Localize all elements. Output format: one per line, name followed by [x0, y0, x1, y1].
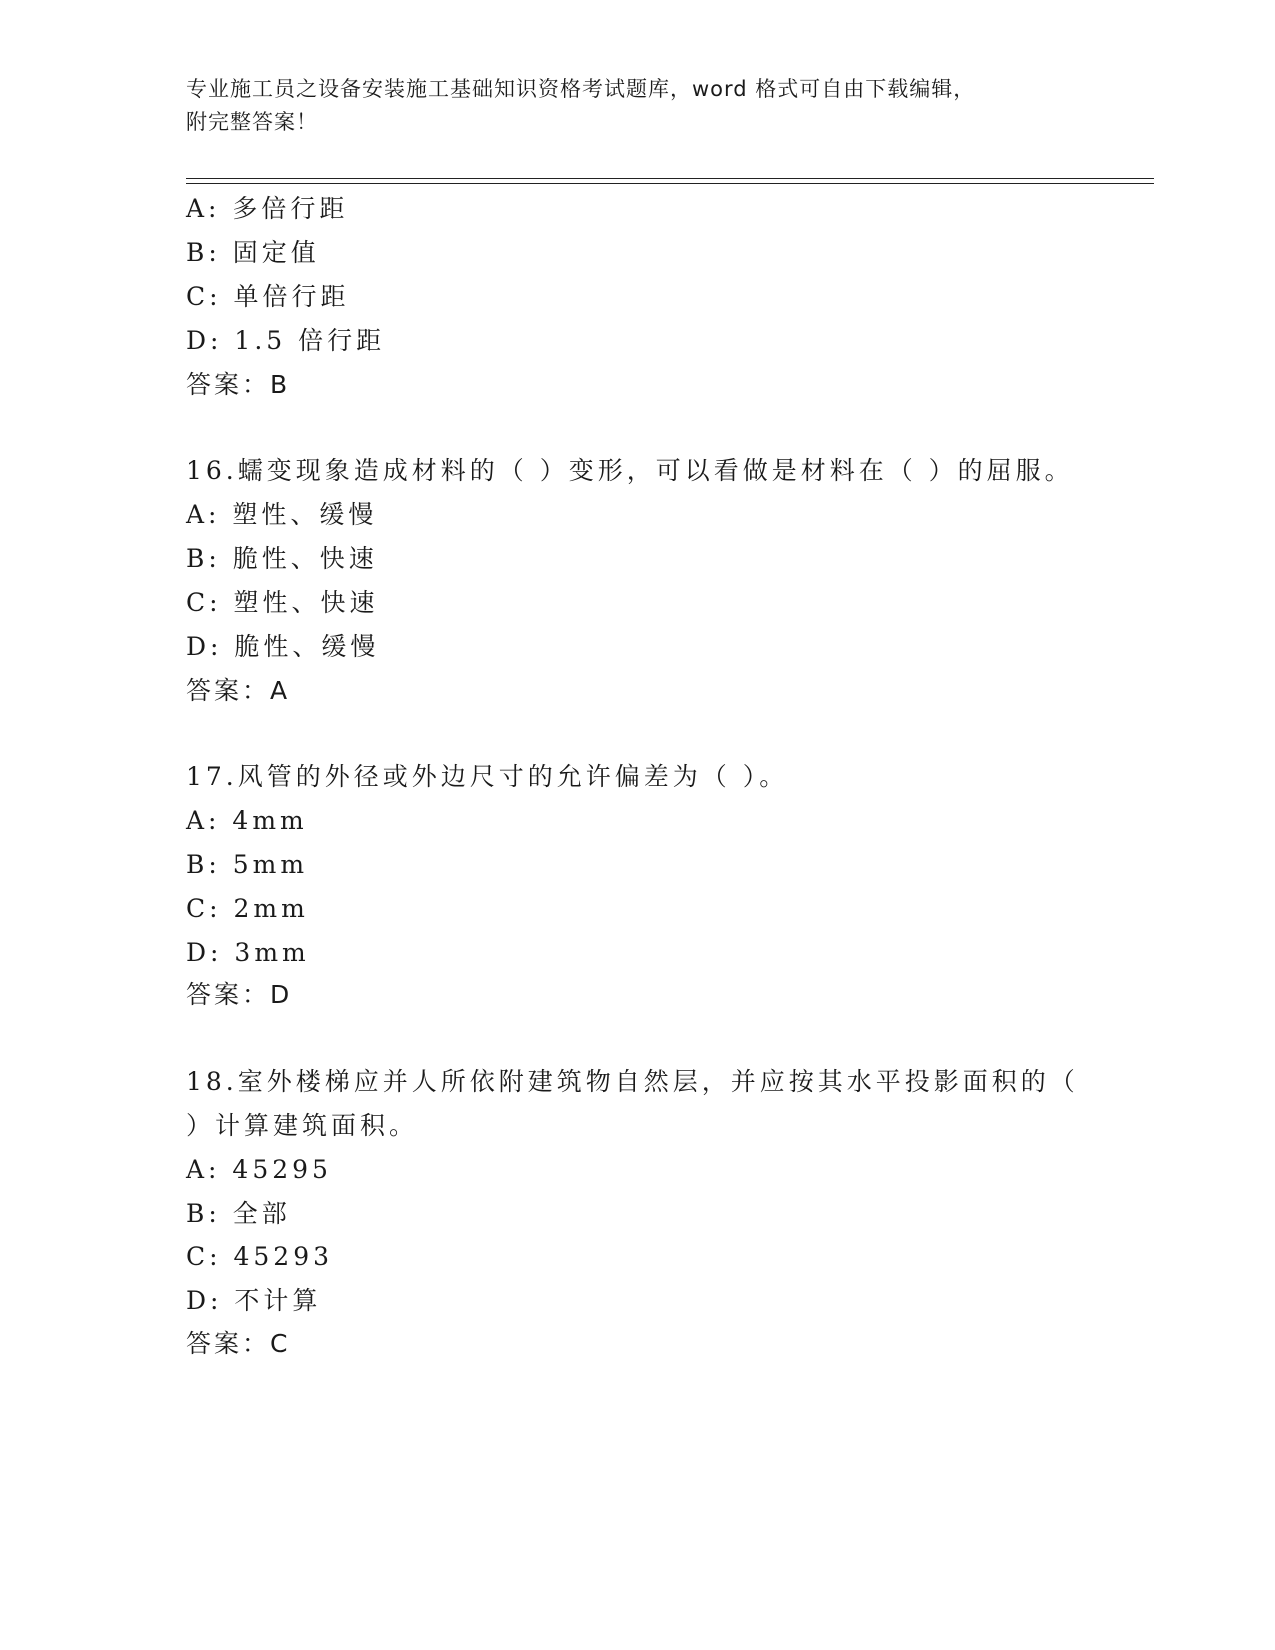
q15-option-a: A: 多倍行距	[186, 194, 349, 223]
q18-question-line-2: ）计算建筑面积。	[186, 1111, 419, 1140]
q18-option-c: C: 45293	[186, 1242, 334, 1271]
header-divider-bottom	[186, 183, 1154, 184]
q15-option-c: C: 单倍行距	[186, 282, 350, 311]
header-divider-top	[186, 178, 1154, 179]
q16-answer: 答案：A	[186, 676, 291, 705]
q18-option-a: A: 45295	[186, 1155, 332, 1184]
q17-answer: 答案：D	[186, 980, 293, 1009]
q17-option-d: D: 3mm	[186, 938, 310, 967]
q17-option-c: C: 2mm	[186, 894, 309, 923]
q16-option-d: D: 脆性、缓慢	[186, 632, 380, 661]
q18-question-line-1: 18.室外楼梯应并人所依附建筑物自然层，并应按其水平投影面积的（	[186, 1067, 1079, 1096]
q15-answer: 答案：B	[186, 370, 291, 399]
q17-option-b: B: 5mm	[186, 850, 309, 879]
q18-option-d: D: 不计算	[186, 1286, 322, 1315]
q15-option-b: B: 固定值	[186, 238, 320, 267]
q18-answer: 答案：C	[186, 1329, 291, 1358]
q15-option-d: D: 1.5 倍行距	[186, 326, 386, 355]
q16-question: 16.蠕变现象造成材料的（ ）变形，可以看做是材料在（ ）的屈服。	[186, 456, 1074, 485]
header-line-2: 附完整答案！	[186, 110, 318, 134]
header-line-1: 专业施工员之设备安装施工基础知识资格考试题库，word 格式可自由下载编辑，	[186, 77, 976, 101]
q16-option-c: C: 塑性、快速	[186, 588, 379, 617]
q16-option-b: B: 脆性、快速	[186, 544, 378, 573]
q16-option-a: A: 塑性、缓慢	[186, 500, 378, 529]
document-header	[186, 73, 1086, 139]
q17-option-a: A: 4mm	[186, 806, 308, 835]
q17-question: 17.风管的外径或外边尺寸的允许偏差为（ ）。	[186, 762, 789, 791]
q18-option-b: B: 全部	[186, 1199, 291, 1228]
